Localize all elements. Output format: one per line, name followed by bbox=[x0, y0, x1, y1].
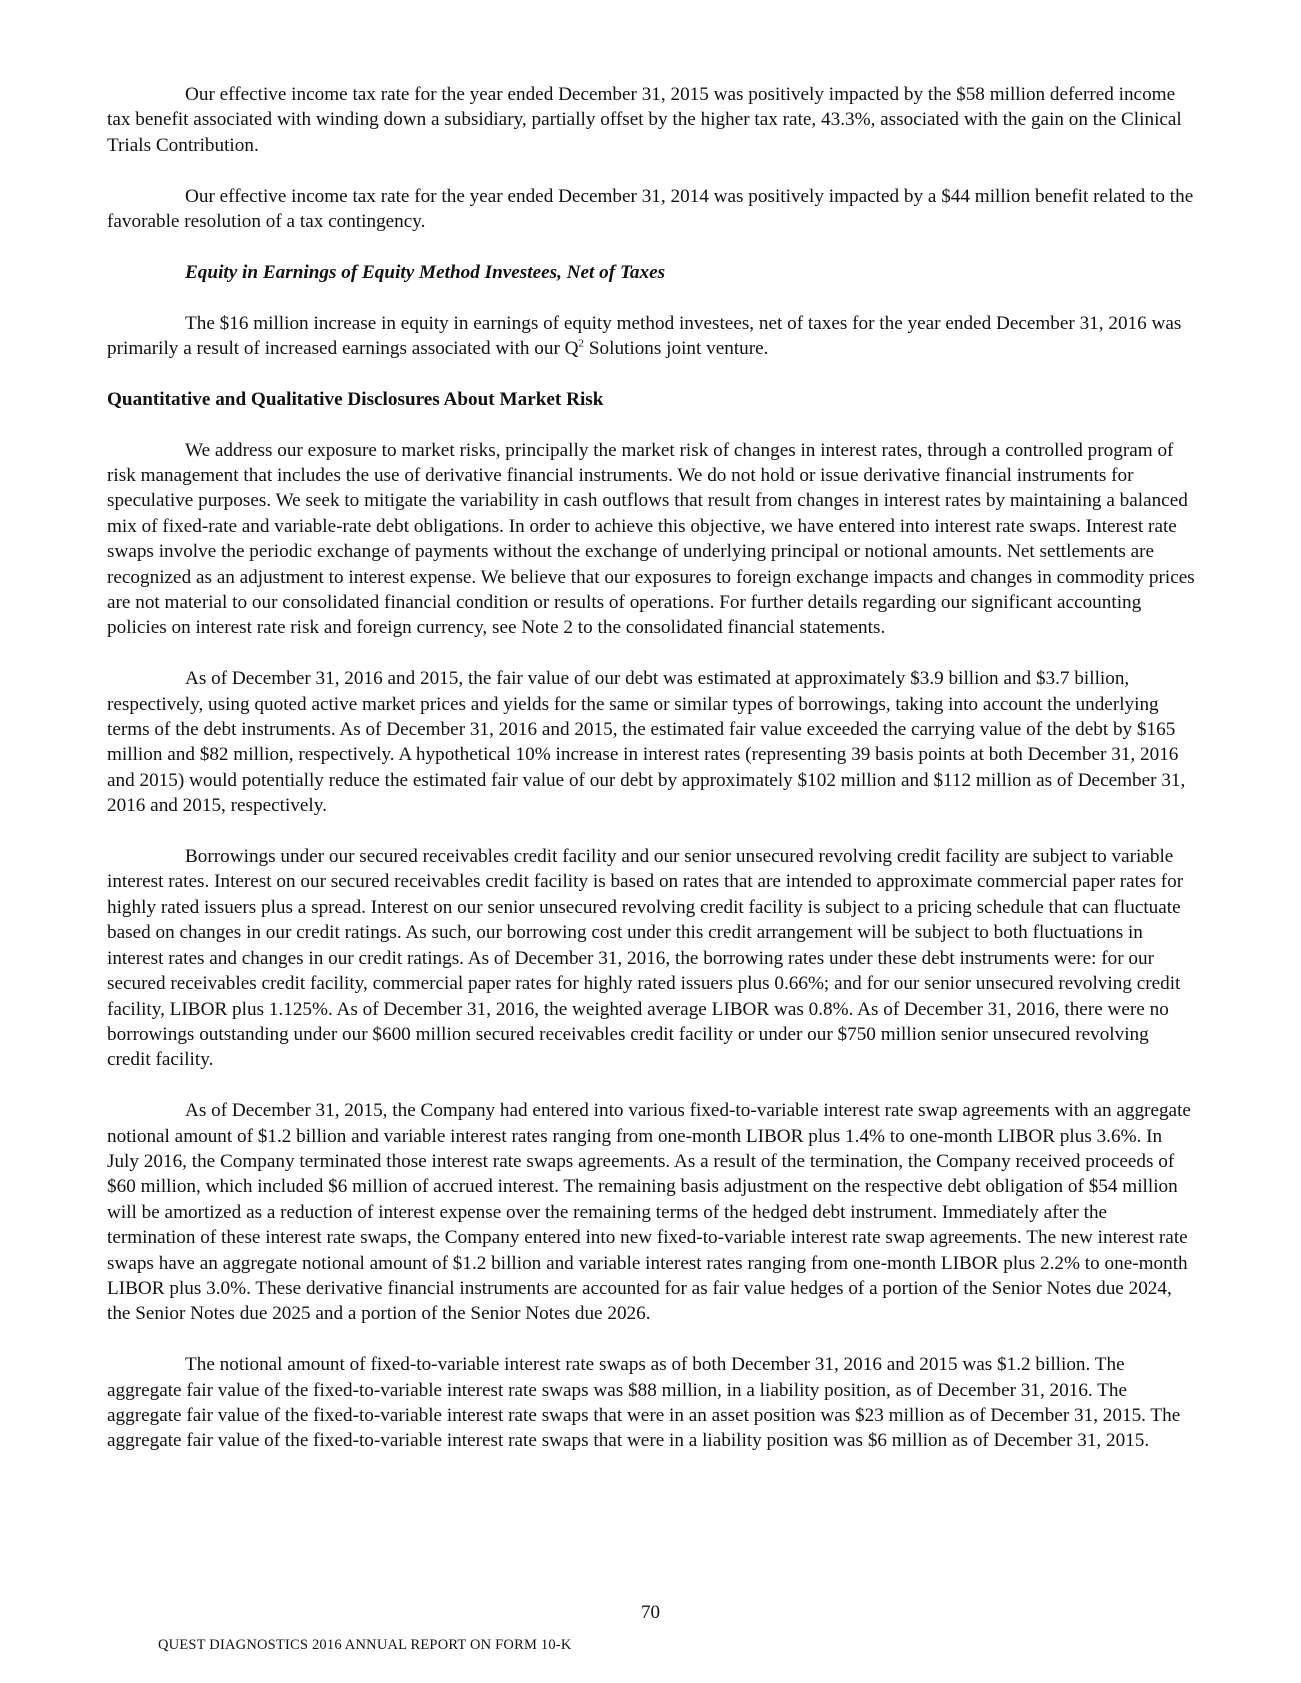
paragraph-equity-earnings bbox=[107, 311, 1197, 362]
paragraph-interest-rate-swaps: As of December 31, 2015, the Company had entered into various fixed-to-variable interest rate swap agreements with an aggregate notional amount of $1.2 billion and variable interest rates ranging from one-month LIBOR plus 1.4% to one-month LIBOR plus 3.6%. In July 2016, the Company terminated those interest rate swaps agreements. As a result of the termination, the Company received proceeds of $60 million, which included $6 million of accrued interest. The remaining basis adjustment on the respective debt obligation of $54 million will be amortized as a reduction of interest expense over the remaining terms of the hedged debt instrument. Immediately after the termination of these interest rate swaps, the Company entered into new fixed-to-variable interest rate swap agreements. The new interest rate swaps have an aggregate notional amount of $1.2 billion and variable interest rates ranging from one-month LIBOR plus 2.2% to one-month LIBOR plus 3.0%. These derivative financial instruments are accounted for as fair value hedges of a portion of the Senior Notes due 2024, the Senior Notes due 2025 and a portion of the Senior Notes due 2026. bbox=[107, 1100, 1191, 1325]
page-footer: QUEST DIAGNOSTICS 2016 ANNUAL REPORT ON FORM 10-K bbox=[158, 1637, 572, 1653]
paragraph-market-risk-exposure: We address our exposure to market risks, principally the market risk of changes in interest rates, through a controlled program of risk management that includes the use of derivative financial instruments. We do not hold or issue derivative financial instruments for speculative purposes. We seek to mitigate the variability in cash outflows that result from changes in interest rates by maintaining a balanced mix of fixed-rate and variable-rate debt obligations. In order to achieve this objective, we have entered into interest rate swaps. Interest rate swaps involve the periodic exchange of payments without the exchange of underlying principal or notional amounts. Net settlements are recognized as an adjustment to interest expense. We believe that our exposures to foreign exchange impacts and changes in commodity prices are not material to our consolidated financial condition or results of operations. For further details regarding our significant accounting policies on interest rate risk and foreign currency, see Note 2 to the consolidated financial statements. bbox=[107, 439, 1195, 639]
paragraph-swap-notional: The notional amount of fixed-to-variable interest rate swaps as of both December 31, 2016 and 2015 was $1.2 billion. The aggregate fair value of the fixed-to-variable interest rate swaps was $88 million, in a liability position, as of December 31, 2016. The aggregate fair value of the fixed-to-variable interest rate swaps that were in an asset position was $23 million as of December 31, 2015. The aggregate fair value of the fixed-to-variable interest rate swaps that were in a liability position was $6 million as of December 31, 2015. bbox=[107, 1354, 1181, 1452]
section-heading-equity-earnings: Equity in Earnings of Equity Method Investees, Net of Taxes bbox=[185, 261, 666, 283]
document-body bbox=[107, 82, 1197, 1454]
equity-text-after: Solutions joint venture. bbox=[584, 338, 769, 360]
paragraph-tax-rate-2015: Our effective income tax rate for the year ended December 31, 2015 was positively impacted by the $58 million deferred income tax benefit associated with winding down a subsidiary, partially offset by the higher tax rate, 43.3%, associated with the gain on the Clinical Trials Contribution. bbox=[107, 84, 1182, 156]
superscript-two: 2 bbox=[578, 337, 585, 350]
paragraph-debt-fair-value: As of December 31, 2016 and 2015, the fair value of our debt was estimated at approximately $3.9 billion and $3.7 billion, respectively, using quoted active market prices and yields for the same or similar types of borrowings, taking into account the underlying terms of the debt instruments. As of December 31, 2016 and 2015, the estimated fair value exceeded the carrying value of the debt by $165 million and $82 million, respectively. A hypothetical 10% increase in interest rates (representing 39 basis points at both December 31, 2016 and 2015) would potentially reduce the estimated fair value of our debt by approximately $102 million and $112 million as of December 31, 2016 and 2015, respectively. bbox=[107, 668, 1186, 817]
paragraph-credit-facility: Borrowings under our secured receivables credit facility and our senior unsecured revolving credit facility are subject to variable interest rates. Interest on our secured receivables credit facility is based on rates that are intended to approximate commercial paper rates for highly rated issuers plus a spread. Interest on our senior unsecured revolving credit facility is subject to a pricing schedule that can fluctuate based on changes in our credit ratings. As such, our borrowing cost under this credit arrangement will be subject to both fluctuations in interest rates and changes in our credit ratings. As of December 31, 2016, the borrowing rates under these debt instruments were: for our secured receivables credit facility, commercial paper rates for highly rated issuers plus 0.66%; and for our senior unsecured revolving credit facility, LIBOR plus 1.125%. As of December 31, 2016, the weighted average LIBOR was 0.8%. As of December 31, 2016, there were no borrowings outstanding under our $600 million secured receivables credit facility or under our $750 million senior unsecured revolving credit facility. bbox=[107, 846, 1184, 1071]
section-heading-market-risk: Quantitative and Qualitative Disclosures About Market Risk bbox=[107, 388, 604, 410]
equity-text-before: The $16 million increase in equity in earnings of equity method investees, net of taxes for the year ended December 31, 2016 was primarily a result of increased earnings associated with our Q bbox=[107, 312, 1182, 360]
paragraph-tax-rate-2014: Our effective income tax rate for the year ended December 31, 2014 was positively impacted by a $44 million benefit related to the favorable resolution of a tax contingency. bbox=[107, 185, 1194, 233]
page-number: 70 bbox=[641, 1602, 660, 1623]
